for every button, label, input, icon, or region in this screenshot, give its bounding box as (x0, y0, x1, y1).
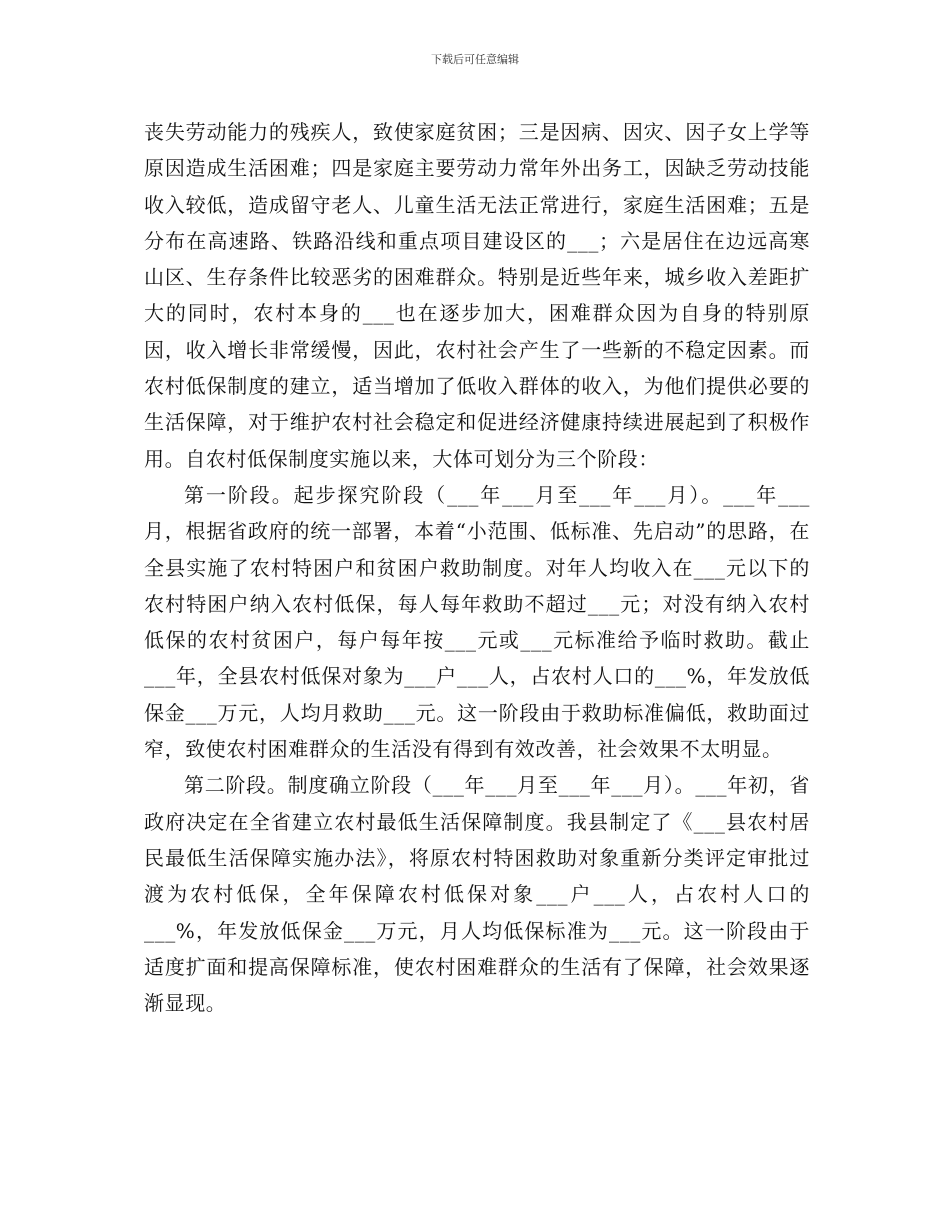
document-body (144, 114, 810, 1021)
page-header: 下载后可任意编辑 (431, 53, 519, 66)
paragraph-continuation: 丧失劳动能力的残疾人，致使家庭贫困；三是因病、因灾、因子女上学等原因造成生活困难；四是家庭主要劳动力常年外出务工，因缺乏劳动技能收入较低，造成留守老人、儿童生活无法正常进行，家庭生活困难；五是分布在高速路、铁路沿线和重点项目建设区的___；六是居住在边远高寒山区、生存条件比较恶劣的困难群众。特别是近些年来，城乡收入差距扩大的同时，农村本身的___也在逐步加大，困难群众因为自身的特别原因，收入增长非常缓慢，因此，农村社会产生了一些新的不稳定因素。而农村低保制度的建立，适当增加了低收入群体的收入，为他们提供必要的生活保障，对于维护农村社会稳定和促进经济健康持续进展起到了积极作用。自农村低保制度实施以来，大体可划分为三个阶段： (144, 120, 810, 471)
paragraph-stage-two: 第二阶段。制度确立阶段（___年___月至___年___月）。___年初，省政府决定在全省建立农村最低生活保障制度。我县制定了《___县农村居民最低生活保障实施办法》，将原农村特困救助对象重新分类评定审批过渡为农村低保，全年保障农村低保对象___户___人，占农村人口的___%，年发放低保金___万元，月人均低保标准为___元。这一阶段由于适度扩面和提高保障标准，使农村困难群众的生活有了保障，社会效果逐渐显现。 (144, 773, 810, 1016)
paragraph-stage-one: 第一阶段。起步探究阶段（___年___月至___年___月）。___年___月，根据省政府的统一部署，本着“小范围、低标准、先启动”的思路，在全县实施了农村特困户和贫困户救助制度。对年人均收入在___元以下的农村特困户纳入农村低保，每人每年救助不超过___元；对没有纳入农村低保的农村贫困户，每户每年按___元或___元标准给予临时救助。截止___年，全县农村低保对象为___户___人，占农村人口的___%，年发放低保金___万元，人均月救助___元。这一阶段由于救助标准偏低，救助面过窄，致使农村困难群众的生活没有得到有效改善，社会效果不太明显。 (144, 482, 810, 762)
